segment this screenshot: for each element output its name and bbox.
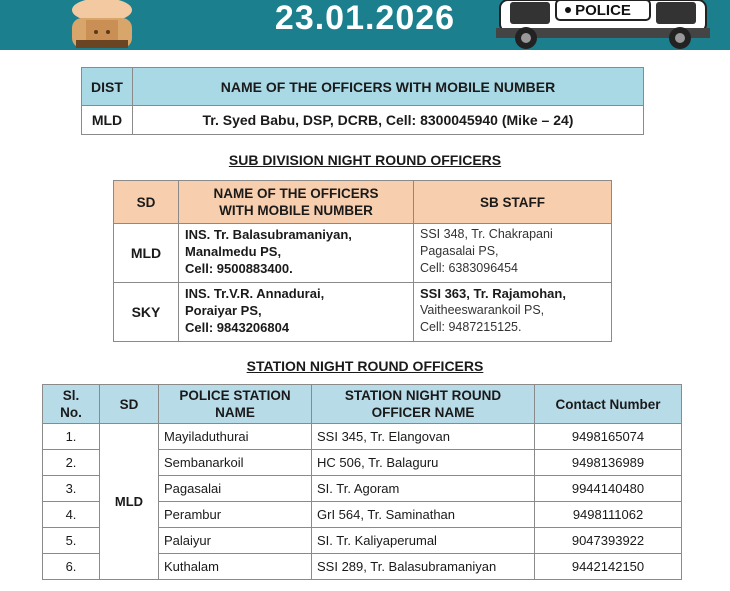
- col-header-sl-line2: No.: [60, 405, 82, 420]
- contact-number: 9498111062: [535, 502, 682, 528]
- col-header-sb-staff: SB STAFF: [414, 181, 612, 224]
- table-row: [114, 224, 612, 283]
- sd-code: MLD: [114, 224, 179, 283]
- sd-group: MLD: [100, 424, 159, 580]
- officer-name: GrI 564, Tr. Saminathan: [312, 502, 535, 528]
- sub-division-table: [113, 180, 612, 342]
- police-station-name: Palaiyur: [159, 528, 312, 554]
- sb-staff: [414, 283, 612, 342]
- staff-line: Pagasalai PS,: [420, 244, 499, 258]
- sd-officer: [179, 283, 414, 342]
- col-header-officer-name: NAME OF THE OFFICERS WITH MOBILE NUMBER: [133, 68, 644, 106]
- officer-name: SSI 345, Tr. Elangovan: [312, 424, 535, 450]
- staff-line: Vaitheeswarankoil PS,: [420, 303, 545, 317]
- contact-number: 9944140480: [535, 476, 682, 502]
- col-header-officer-name: [312, 385, 535, 424]
- col-header-name-line2: WITH MOBILE NUMBER: [219, 203, 373, 218]
- staff-line: SSI 363, Tr. Rajamohan,: [420, 286, 566, 301]
- contact-number: 9498136989: [535, 450, 682, 476]
- officer-name: SSI 289, Tr. Balasubramaniyan: [312, 554, 535, 580]
- officer-name: SI. Tr. Agoram: [312, 476, 535, 502]
- officer-line: INS. Tr.V.R. Annadurai,: [185, 286, 325, 301]
- police-station-name: Sembanarkoil: [159, 450, 312, 476]
- row-number: 1.: [43, 424, 100, 450]
- police-car-label: POLICE: [575, 2, 631, 19]
- police-station-name: Perambur: [159, 502, 312, 528]
- col-header-sd: SD: [100, 385, 159, 424]
- contact-number: 9047393922: [535, 528, 682, 554]
- col-header-off-line2: OFFICER NAME: [371, 405, 475, 420]
- police-station-name: Mayiladuthurai: [159, 424, 312, 450]
- table-row: [43, 424, 682, 450]
- officer-name: SI. Tr. Kaliyaperumal: [312, 528, 535, 554]
- col-header-ps-line2: NAME: [215, 405, 255, 420]
- col-header-ps-line1: POLICE STATION: [179, 388, 291, 403]
- district-officer: Tr. Syed Babu, DSP, DCRB, Cell: 8300045940 (Mike – 24): [133, 106, 644, 135]
- row-number: 5.: [43, 528, 100, 554]
- district-officer-table: [81, 67, 644, 135]
- col-header-sl-no: [43, 385, 100, 424]
- police-car-illustration: [496, 0, 710, 50]
- col-header-name-line1: NAME OF THE OFFICERS: [213, 186, 379, 201]
- col-header-contact-number: Contact Number: [535, 385, 682, 424]
- header-banner: [0, 0, 730, 50]
- sd-officer: [179, 224, 414, 283]
- report-date: 23.01.2026: [274, 0, 456, 37]
- sd-code: SKY: [114, 283, 179, 342]
- staff-line: Cell: 6383096454: [420, 261, 518, 275]
- col-header-officer-name: [179, 181, 414, 224]
- officer-line: Cell: 9500883400.: [185, 261, 293, 276]
- sub-division-title: SUB DIVISION NIGHT ROUND OFFICERS: [228, 152, 502, 168]
- col-header-sl-line1: Sl.: [62, 388, 80, 403]
- officer-line: INS. Tr. Balasubramaniyan,: [185, 227, 352, 242]
- station-night-round-table: [42, 384, 682, 580]
- officer-name: HC 506, Tr. Balaguru: [312, 450, 535, 476]
- station-night-round-title: STATION NIGHT ROUND OFFICERS: [246, 358, 484, 374]
- col-header-off-line1: STATION NIGHT ROUND: [344, 388, 502, 403]
- officer-line: Manalmedu PS,: [185, 244, 282, 259]
- dist-code: MLD: [82, 106, 133, 135]
- row-number: 2.: [43, 450, 100, 476]
- row-number: 6.: [43, 554, 100, 580]
- staff-line: Cell: 9487215125.: [420, 320, 522, 334]
- table-row: [114, 283, 612, 342]
- contact-number: 9442142150: [535, 554, 682, 580]
- col-header-police-station: [159, 385, 312, 424]
- col-header-dist: DIST: [82, 68, 133, 106]
- police-station-name: Kuthalam: [159, 554, 312, 580]
- col-header-sd: SD: [114, 181, 179, 224]
- sb-staff: [414, 224, 612, 283]
- row-number: 4.: [43, 502, 100, 528]
- staff-line: SSI 348, Tr. Chakrapani: [420, 227, 553, 241]
- contact-number: 9498165074: [535, 424, 682, 450]
- officer-line: Poraiyar PS,: [185, 303, 262, 318]
- officer-line: Cell: 9843206804: [185, 320, 290, 335]
- police-station-name: Pagasalai: [159, 476, 312, 502]
- row-number: 3.: [43, 476, 100, 502]
